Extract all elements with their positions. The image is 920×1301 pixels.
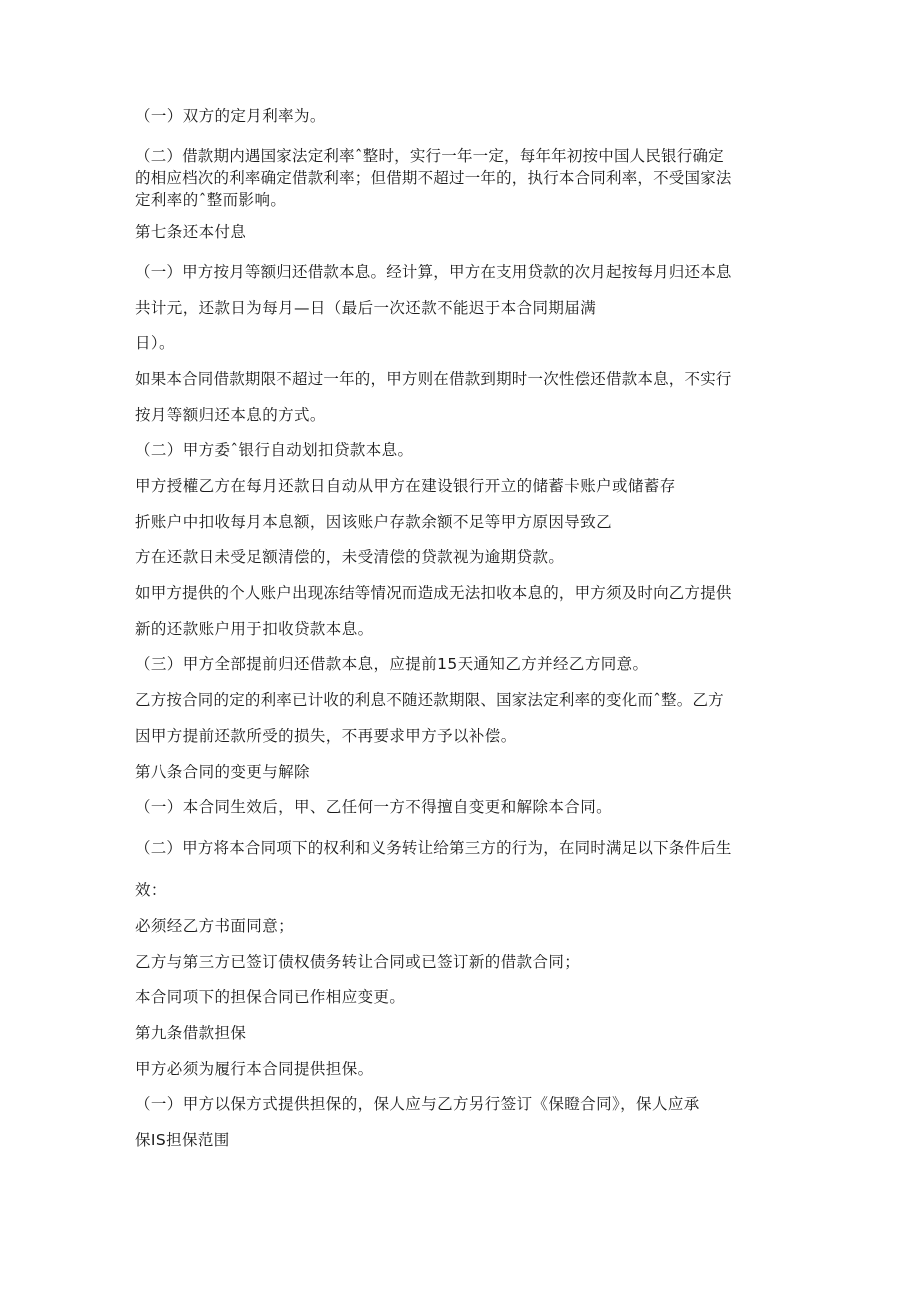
text-line: （一）本合同生效后，甲、乙任何一方不得擅自变更和解除本合同。 <box>135 798 613 816</box>
text-line: 定利率的ˆ整而影响。 <box>135 191 287 209</box>
text-line: 甲方授權乙方在每月还款日自动从甲方在建设银行开立的储蓄卡账户或储蓄存 <box>135 477 676 495</box>
text-line: （一）双方的定月利率为。 <box>135 107 326 125</box>
text-line: 新的还款账户用于扣收贷款本息。 <box>135 620 374 638</box>
text-line: （三）甲方全部提前归还借款本息，应提前15天通知乙方并经乙方同意。 <box>135 655 649 673</box>
text-line: 按月等额归还本息的方式。 <box>135 406 326 424</box>
section-heading: 第七条还本付息 <box>135 223 247 241</box>
text-line: 因甲方提前还款所受的损失，不再要求甲方予以补偿。 <box>135 727 517 745</box>
text-line: （一）甲方以保方式提供担保的，保人应与乙方另行签订《保瞪合同》，保人应承 <box>135 1095 700 1113</box>
text-line: （二）借款期内遇国家法定利率ˆ整时，实行一年一定，每年年初按中国人民银行确定 <box>135 147 724 165</box>
text-line: （二）甲方委ˆ银行自动划扣贷款本息。 <box>135 441 414 459</box>
text-line: 折账户中扣收每月本息额，因该账户存款余额不足等甲方原因导致乙 <box>135 513 613 531</box>
text-line: （二）甲方将本合同项下的权利和义务转让给第三方的行为，在同时满足以下条件后生 <box>135 839 732 857</box>
text-line: （一）甲方按月等额归还借款本息。经计算，甲方在支用贷款的次月起按每月归还本息 <box>135 263 732 281</box>
text-line: 如甲方提供的个人账户出现冻结等情况而造成无法扣收本息的，甲方须及时向乙方提供 <box>135 584 732 602</box>
text-line: 甲方必须为履行本合同提供担保。 <box>135 1060 374 1078</box>
text-line: 的相应档次的利率确定借款利率；但借期不超过一年的，执行本合同利率，不受国家法 <box>135 169 732 187</box>
text-line: 本合同项下的担保合同已作相应变更。 <box>135 988 406 1006</box>
text-line: 效： <box>135 881 167 899</box>
section-heading: 第九条借款担保 <box>135 1024 247 1042</box>
text-line: 如果本合同借款期限不超过一年的，甲方则在借款到期时一次性偿还借款本息，不实行 <box>135 370 732 388</box>
section-heading: 第八条合同的变更与解除 <box>135 763 310 781</box>
text-line: 共计元，还款日为每月—日（最后一次还款不能迟于本合同期届满 <box>135 299 597 317</box>
text-line: 乙方与第三方已签订债权债务转让合同或已签订新的借款合同； <box>135 953 581 971</box>
text-line: 日）。 <box>135 334 175 352</box>
text-line: 乙方按合同的定的利率已计收的利息不随还款期限、国家法定利率的变化而ˆ整。乙方 <box>135 691 724 709</box>
text-line: 必须经乙方书面同意； <box>135 917 295 935</box>
text-line: 方在还款日未受足额清偿的，未受清偿的贷款视为逾期贷款。 <box>135 548 565 566</box>
text-line: 保IS担保范围 <box>135 1131 230 1149</box>
